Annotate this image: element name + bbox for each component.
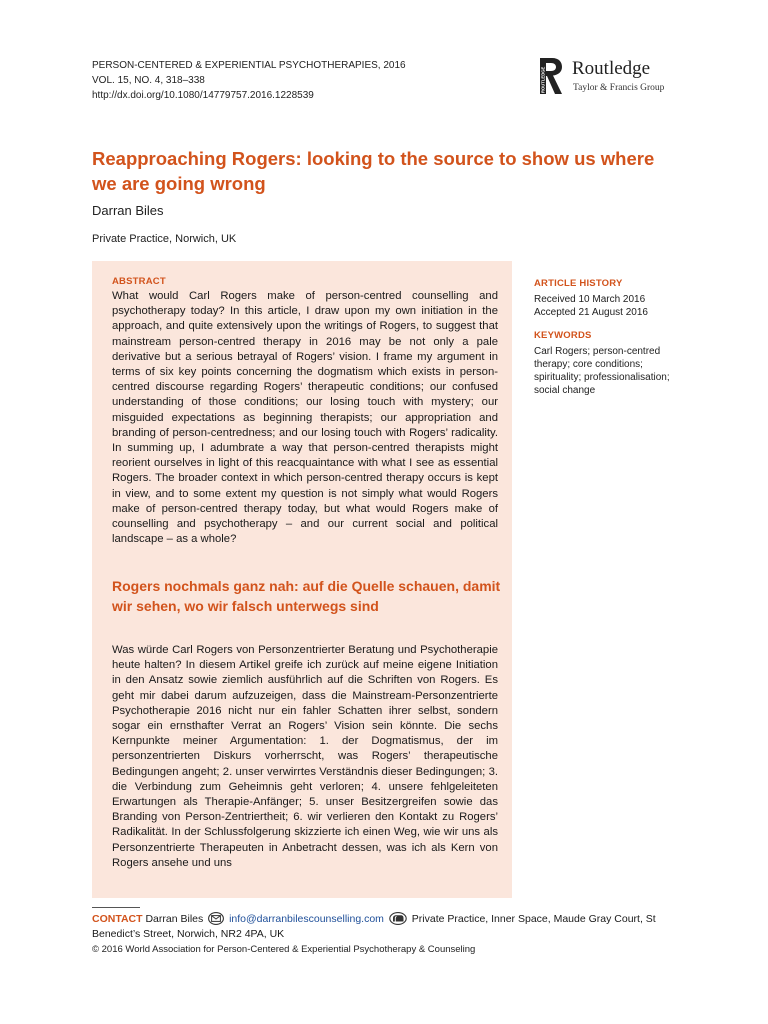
abstract-box <box>92 261 512 898</box>
contact-email-link[interactable]: info@darranbilescounselling.com <box>229 913 384 925</box>
abstract-text: What would Carl Rogers make of person-centred counselling and psychotherapy today? In this article, I draw upon my own initiation in the approach, and quite extensively upon the writings of Rogers, to suggest that mainstream person-centred therapy in 2016 may be not only a pale derivative but a serious betrayal of Rogers’ vision. I frame my argument in terms of six key points concerning the dogmatism which exists in person-centred discourse regarding Rogers’ therapeutic conditions; our confused understanding of those conditions; our losing touch with mystery; our misguided expectations as beginning therapists; our appropriation and branding of person-centredness; and our losing touch with Rogers’ radicality. In summing up, I adumbrate a way that person-centred therapists might reorient ourselves in light of this reacquaintance with what I see as essential Rogers. The broader context in which person-centred therapy occurs is kept in view, and to some extent my question is not simply what would Rogers make of person-centred therapy today, but what would Rogers make of counselling and psychotherapy – and our current social and political landscape – as a whole? <box>112 290 498 546</box>
footnote-divider <box>92 907 140 908</box>
contact-footnote <box>92 912 682 942</box>
keywords-text: Carl Rogers; person-centred therapy; core conditions; spirituality; professionalisation; social change <box>534 346 670 396</box>
keywords <box>534 329 684 397</box>
accepted-date: Accepted 21 August 2016 <box>534 307 648 318</box>
author-name: Darran Biles <box>92 203 164 218</box>
routledge-mark-text: ROUTLEDGE <box>540 66 546 93</box>
received-date: Received 10 March 2016 <box>534 294 646 305</box>
publisher-subtitle: Taylor & Francis Group <box>573 83 665 93</box>
author-affiliation: Private Practice, Norwich, UK <box>92 233 237 245</box>
article-title: Reapproaching Rogers: looking to the source to show us where we are going wrong <box>92 148 655 194</box>
keywords-label: KEYWORDS <box>534 330 592 341</box>
copyright-notice: © 2016 World Association for Person-Centered & Experiential Psychotherapy & Counseling <box>92 944 476 955</box>
journal-header <box>92 58 406 103</box>
abstract-label: ABSTRACT <box>112 276 166 287</box>
doi-link[interactable]: http://dx.doi.org/10.1080/14779757.2016.1228539 <box>92 90 314 101</box>
routledge-logo <box>538 56 688 100</box>
german-abstract-text: Was würde Carl Rogers von Personzentrierter Beratung und Psychotherapie heute halten? In diesem Artikel greife ich zurück auf meine eigene Initiation in den Ansatz sowie ziemlich ausführlich auf die Schriften von Rogers. Es geht mir dabei darum aufzuzeigen, dass die Mainstream-Personzentrierte Psychotherapie 2016 nicht nur ein fahler Schatten ihrer selbst, sondern sogar ein ernsthafter Verrat an Rogers’ Vision sein könnte. Die sechs Kernpunkte meiner Argumentation: 1. der Dogmatismus, der im personzentrierten Diskurs vorherrscht, was Rogers’ therapeutische Bedingungen angeht; 2. unser verwirrtes Verständnis dieser Bedingungen; 3. die Verbindung zum Geheimnis geht verloren; 4. unsere fehlgeleiteten Erwartungen als Therapie-Anfänger; 5. unser Besitzergreifen sowie das Branding von Person-Zentriertheit; 6. wir verlieren den Kontakt zu Rogers’ Radikalität. In der Schlussfolgerung skizzierte ich einen Weg, wie wir uns als Personzentrierte Therapeuten in Anbetracht dessen, was ich als Kern von Rogers ansehe und uns <box>112 644 498 869</box>
contact-address: Private Practice, Inner Space, Maude Gray Court, St Benedict’s Street, Norwich, NR2 4PA, UK <box>92 913 656 940</box>
contact-name: Darran Biles <box>145 913 204 925</box>
contact-label: CONTACT <box>92 913 143 925</box>
journal-volume: VOL. 15, NO. 4, 318–338 <box>92 75 205 86</box>
publisher-name: Routledge <box>572 58 651 79</box>
history-label: ARTICLE HISTORY <box>534 278 623 289</box>
mailbox-icon <box>389 912 407 925</box>
article-history <box>534 277 684 319</box>
routledge-r-icon <box>538 56 564 96</box>
envelope-icon <box>208 912 224 925</box>
journal-name: PERSON-CENTERED & EXPERIENTIAL PSYCHOTHERAPIES, 2016 <box>92 60 406 71</box>
german-title: Rogers nochmals ganz nah: auf die Quelle schauen, damit wir sehen, wo wir falsch unterwegs sind <box>112 578 501 614</box>
